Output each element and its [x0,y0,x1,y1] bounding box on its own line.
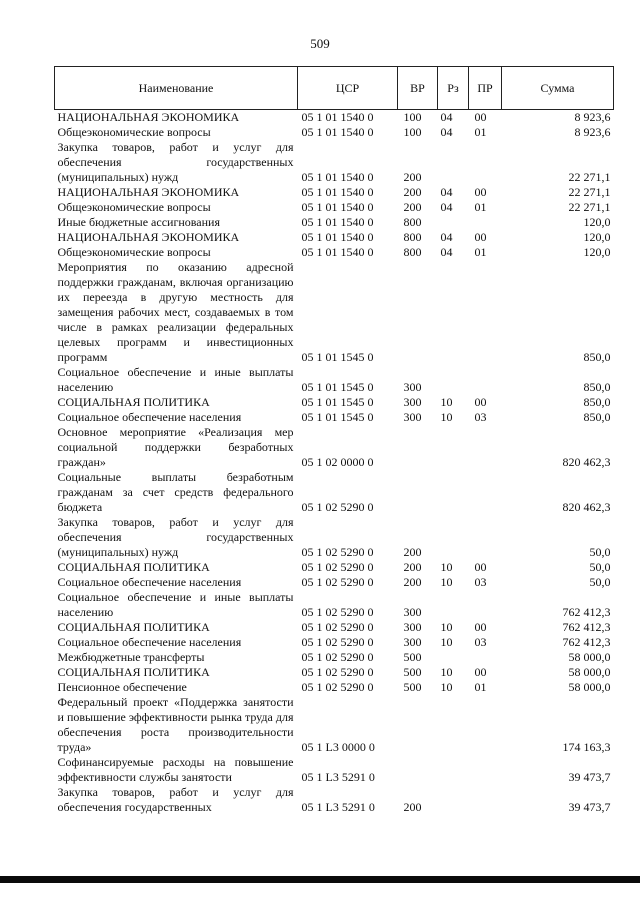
cell-csr: 05 1 01 1540 0 [301,200,374,214]
cell-sum: 820 462,3 [562,455,611,469]
cell-rz: 10 [440,410,453,424]
cell-csr: 05 1 01 1540 0 [301,125,374,139]
table-row [55,620,614,635]
cell-name: СОЦИАЛЬНАЯ ПОЛИТИКА [57,395,210,409]
budget-table [54,66,614,815]
cell-name: Иные бюджетные ассигнования [57,215,220,229]
cell-rz: 10 [440,575,453,589]
cell-sum: 50,0 [589,545,611,559]
cell-pr: 00 [474,665,487,679]
cell-vr: 500 [403,650,422,664]
cell-rz [438,215,469,230]
cell-rz [438,425,469,470]
cell-name: Социальное обеспечение и иные выплаты населению [57,590,294,619]
cell-vr: 100 [403,125,422,139]
cell-rz: 04 [440,185,453,199]
cell-csr: 05 1 02 5290 0 [301,665,374,679]
cell-sum: 50,0 [589,560,611,574]
cell-sum: 820 462,3 [562,500,611,514]
cell-rz [438,785,469,815]
cell-rz: 04 [440,245,453,259]
cell-pr: 03 [474,575,487,589]
cell-rz [438,140,469,185]
header-vr: ВР [398,67,438,110]
cell-rz: 10 [440,680,453,694]
cell-rz: 10 [440,635,453,649]
cell-rz [438,515,469,560]
cell-pr [469,755,502,785]
cell-name: Мероприятия по оказанию адресной поддержки гражданам, включая организацию их переезда в другую местность для замещения рабочих мест, создаваемых в том числе в рамках реализации федеральных целевых программ и инвестиционных программ [57,260,294,364]
cell-name: Социальное обеспечение населения [57,410,242,424]
cell-vr: 200 [403,560,422,574]
cell-vr: 300 [403,380,422,394]
cell-name: СОЦИАЛЬНАЯ ПОЛИТИКА [57,620,210,634]
cell-pr [469,785,502,815]
table-row [55,185,614,200]
cell-pr [469,140,502,185]
cell-sum: 850,0 [583,380,611,394]
cell-name: Социальное обеспечение населения [57,635,242,649]
cell-sum: 22 271,1 [568,185,611,199]
cell-rz [438,650,469,665]
table-row [55,395,614,410]
cell-rz: 04 [440,200,453,214]
table-row [55,635,614,650]
table-row [55,200,614,215]
cell-vr: 500 [403,665,422,679]
cell-pr [469,515,502,560]
cell-sum: 58 000,0 [568,680,611,694]
cell-csr: 05 1 01 1545 0 [301,395,374,409]
cell-vr: 200 [403,545,422,559]
cell-name: Общеэкономические вопросы [57,245,211,259]
cell-csr: 05 1 L3 5291 0 [301,800,375,814]
cell-vr: 200 [403,185,422,199]
table-row [55,665,614,680]
cell-csr: 05 1 01 1540 0 [301,245,374,259]
table-row [55,695,614,755]
cell-pr: 00 [474,230,487,244]
cell-pr [469,650,502,665]
cell-pr [469,590,502,620]
table-row [55,650,614,665]
cell-rz [438,260,469,365]
table-row [55,470,614,515]
cell-csr: 05 1 02 5290 0 [301,560,374,574]
table-row [55,755,614,785]
table-row [55,125,614,140]
cell-sum: 762 412,3 [562,605,611,619]
cell-csr: 05 1 02 5290 0 [301,605,374,619]
table-row [55,215,614,230]
cell-sum: 120,0 [583,245,611,259]
cell-vr [398,470,438,515]
cell-pr: 01 [474,200,487,214]
cell-vr: 800 [403,245,422,259]
cell-pr [469,425,502,470]
cell-rz: 10 [440,665,453,679]
cell-csr: 05 1 01 1545 0 [301,350,374,364]
cell-csr: 05 1 L3 5291 0 [301,770,375,784]
cell-csr: 05 1 01 1540 0 [301,185,374,199]
cell-sum: 850,0 [583,350,611,364]
cell-pr [469,470,502,515]
cell-vr [398,755,438,785]
cell-vr: 300 [403,395,422,409]
cell-sum: 50,0 [589,575,611,589]
cell-csr: 05 1 02 5290 0 [301,680,374,694]
table-row [55,410,614,425]
cell-pr: 03 [474,410,487,424]
table-row [55,365,614,395]
cell-sum: 39 473,7 [568,770,611,784]
cell-pr [469,215,502,230]
cell-sum: 58 000,0 [568,665,611,679]
cell-vr: 200 [403,170,422,184]
cell-name: Закупка товаров, работ и услуг для обеспечения государственных (муниципальных) нужд [57,515,294,559]
cell-vr: 800 [403,215,422,229]
cell-rz [438,365,469,395]
cell-sum: 22 271,1 [568,170,611,184]
cell-vr [398,260,438,365]
cell-name: НАЦИОНАЛЬНАЯ ЭКОНОМИКА [57,110,240,124]
cell-rz: 04 [440,230,453,244]
cell-sum: 762 412,3 [562,635,611,649]
cell-vr: 500 [403,680,422,694]
cell-csr: 05 1 01 1545 0 [301,410,374,424]
cell-sum: 120,0 [583,215,611,229]
bottom-border-bar [0,876,640,883]
cell-sum: 850,0 [583,410,611,424]
cell-name: НАЦИОНАЛЬНАЯ ЭКОНОМИКА [57,230,240,244]
cell-csr: 05 1 01 1540 0 [301,215,374,229]
cell-name: СОЦИАЛЬНАЯ ПОЛИТИКА [57,560,210,574]
cell-csr: 05 1 01 1540 0 [301,110,374,124]
cell-name: Закупка товаров, работ и услуг для обеспечения государственных [57,785,294,814]
cell-name: Основное мероприятие «Реализация мер социальной поддержки безработных граждан» [57,425,294,469]
cell-name: Закупка товаров, работ и услуг для обеспечения государственных (муниципальных) нужд [57,140,294,184]
page-number: 509 [310,36,330,51]
cell-vr [398,425,438,470]
cell-name: Пенсионное обеспечение [57,680,187,694]
cell-sum: 8 923,6 [574,125,611,139]
cell-rz [438,470,469,515]
cell-sum: 762 412,3 [562,620,611,634]
cell-vr: 300 [403,605,422,619]
table-row [55,425,614,470]
cell-sum: 39 473,7 [568,800,611,814]
cell-name: НАЦИОНАЛЬНАЯ ЭКОНОМИКА [57,185,240,199]
table-row [55,785,614,815]
cell-csr: 05 1 02 5290 0 [301,500,374,514]
cell-name: СОЦИАЛЬНАЯ ПОЛИТИКА [57,665,210,679]
cell-vr [398,695,438,755]
cell-csr: 05 1 01 1545 0 [301,380,374,394]
table-row [55,680,614,695]
cell-pr: 01 [474,245,487,259]
cell-rz: 04 [440,125,453,139]
table-row [55,590,614,620]
cell-name: Социальное обеспечение и иные выплаты населению [57,365,294,394]
cell-vr: 100 [403,110,422,124]
cell-pr: 03 [474,635,487,649]
cell-pr: 01 [474,125,487,139]
cell-pr: 00 [474,110,487,124]
cell-name: Общеэкономические вопросы [57,200,211,214]
header-pr: ПР [469,67,502,110]
header-sum: Сумма [502,67,614,110]
cell-vr: 200 [403,575,422,589]
table-row [55,515,614,560]
cell-name: Социальное обеспечение населения [57,575,242,589]
cell-sum: 174 163,3 [562,740,611,754]
cell-csr: 05 1 02 0000 0 [301,455,374,469]
table-header [55,67,614,110]
cell-csr: 05 1 02 5290 0 [301,650,374,664]
cell-csr: 05 1 02 5290 0 [301,635,374,649]
cell-rz: 10 [440,560,453,574]
cell-pr: 00 [474,185,487,199]
cell-rz [438,755,469,785]
cell-pr: 00 [474,395,487,409]
table-row [55,110,614,126]
cell-name: Софинансируемые расходы на повышение эффективности службы занятости [57,755,294,784]
cell-pr [469,260,502,365]
cell-pr [469,365,502,395]
cell-sum: 120,0 [583,230,611,244]
header-name: Наименование [55,67,298,110]
cell-sum: 8 923,6 [574,110,611,124]
cell-sum: 850,0 [583,395,611,409]
cell-vr: 300 [403,620,422,634]
cell-sum: 22 271,1 [568,200,611,214]
cell-csr: 05 1 01 1540 0 [301,170,374,184]
cell-pr: 01 [474,680,487,694]
cell-sum: 58 000,0 [568,650,611,664]
cell-vr: 300 [403,410,422,424]
cell-csr: 05 1 02 5290 0 [301,620,374,634]
table-row [55,575,614,590]
cell-csr: 05 1 02 5290 0 [301,545,374,559]
cell-vr: 300 [403,635,422,649]
header-csr: ЦСР [298,67,398,110]
cell-vr: 800 [403,230,422,244]
cell-pr: 00 [474,620,487,634]
cell-vr: 200 [403,800,422,814]
cell-name: Социальные выплаты безработным гражданам за счет средств федерального бюджета [57,470,294,514]
cell-rz: 04 [440,110,453,124]
cell-rz [438,695,469,755]
cell-vr: 200 [403,200,422,214]
cell-rz [438,590,469,620]
cell-pr [469,695,502,755]
table-row [55,260,614,365]
cell-name: Общеэкономические вопросы [57,125,211,139]
table-row [55,230,614,245]
cell-rz: 10 [440,620,453,634]
cell-name: Федеральный проект «Поддержка занятости и повышение эффективности рынка труда для обеспечения роста производительности труда» [57,695,294,754]
cell-csr: 05 1 L3 0000 0 [301,740,375,754]
table-row [55,140,614,185]
table-row [55,560,614,575]
cell-name: Межбюджетные трансферты [57,650,205,664]
cell-pr: 00 [474,560,487,574]
table-row [55,245,614,260]
cell-rz: 10 [440,395,453,409]
cell-csr: 05 1 01 1540 0 [301,230,374,244]
cell-csr: 05 1 02 5290 0 [301,575,374,589]
header-rz: Рз [438,67,469,110]
